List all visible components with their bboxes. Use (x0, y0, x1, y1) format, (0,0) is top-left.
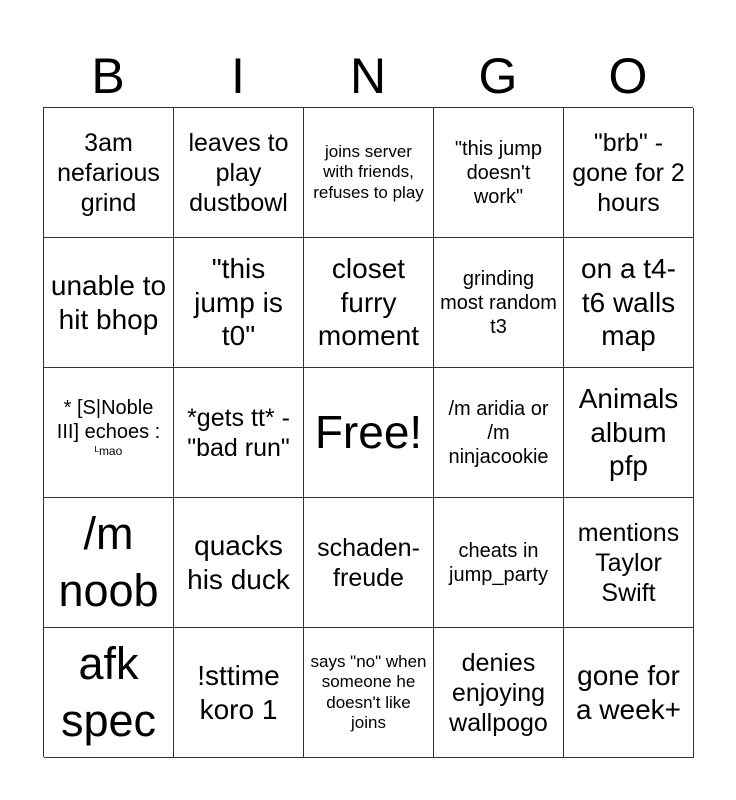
bingo-cell[interactable]: mentions Taylor Swift (564, 498, 694, 628)
bingo-cell[interactable]: schaden-freude (304, 498, 434, 628)
bingo-cell[interactable]: unable to hit bhop (44, 238, 174, 368)
bingo-cell-echo[interactable] (44, 368, 174, 498)
header-letter-g: G (478, 48, 518, 104)
bingo-cell[interactable]: grinding most random t3 (434, 238, 564, 368)
bingo-cell[interactable]: Animals album pfp (564, 368, 694, 498)
bingo-cell[interactable]: afk spec (44, 628, 174, 758)
bingo-cell[interactable]: closet furry moment (304, 238, 434, 368)
bingo-board (43, 107, 693, 757)
echo-suffix: ᴸmao (94, 444, 123, 459)
header-letter-b: B (91, 48, 125, 104)
bingo-cell[interactable]: "this jump doesn't work" (434, 108, 564, 238)
bingo-header (43, 46, 693, 106)
bingo-cell[interactable]: quacks his duck (174, 498, 304, 628)
bingo-cell[interactable]: says "no" when someone he doesn't like joins (304, 628, 434, 758)
bingo-cell[interactable]: leaves to play dustbowl (174, 108, 304, 238)
bingo-cell[interactable]: joins server with friends, refuses to play (304, 108, 434, 238)
bingo-cell[interactable]: /m aridia or /m ninjacookie (434, 368, 564, 498)
echo-text: * [S|Noble III] echoes : $^{ᴸmao}$ (56, 397, 161, 459)
bingo-cell[interactable]: gone for a week+ (564, 628, 694, 758)
bingo-cell[interactable]: cheats in jump_party (434, 498, 564, 628)
free-space-cell[interactable]: Free! (304, 368, 434, 498)
bingo-cell[interactable]: 3am nefarious grind (44, 108, 174, 238)
header-letter-n: N (349, 48, 387, 104)
header-letter-i: I (231, 48, 245, 104)
header-letter-o: O (608, 48, 648, 104)
bingo-cell[interactable]: *gets tt* - "bad run" (174, 368, 304, 498)
bingo-cell[interactable]: /m noob (44, 498, 174, 628)
bingo-cell[interactable]: !sttime koro 1 (174, 628, 304, 758)
bingo-cell[interactable]: on a t4-t6 walls map (564, 238, 694, 368)
bingo-cell[interactable]: "this jump is t0" (174, 238, 304, 368)
bingo-cell[interactable]: denies enjoying wallpogo (434, 628, 564, 758)
bingo-cell[interactable]: "brb" - gone for 2 hours (564, 108, 694, 238)
